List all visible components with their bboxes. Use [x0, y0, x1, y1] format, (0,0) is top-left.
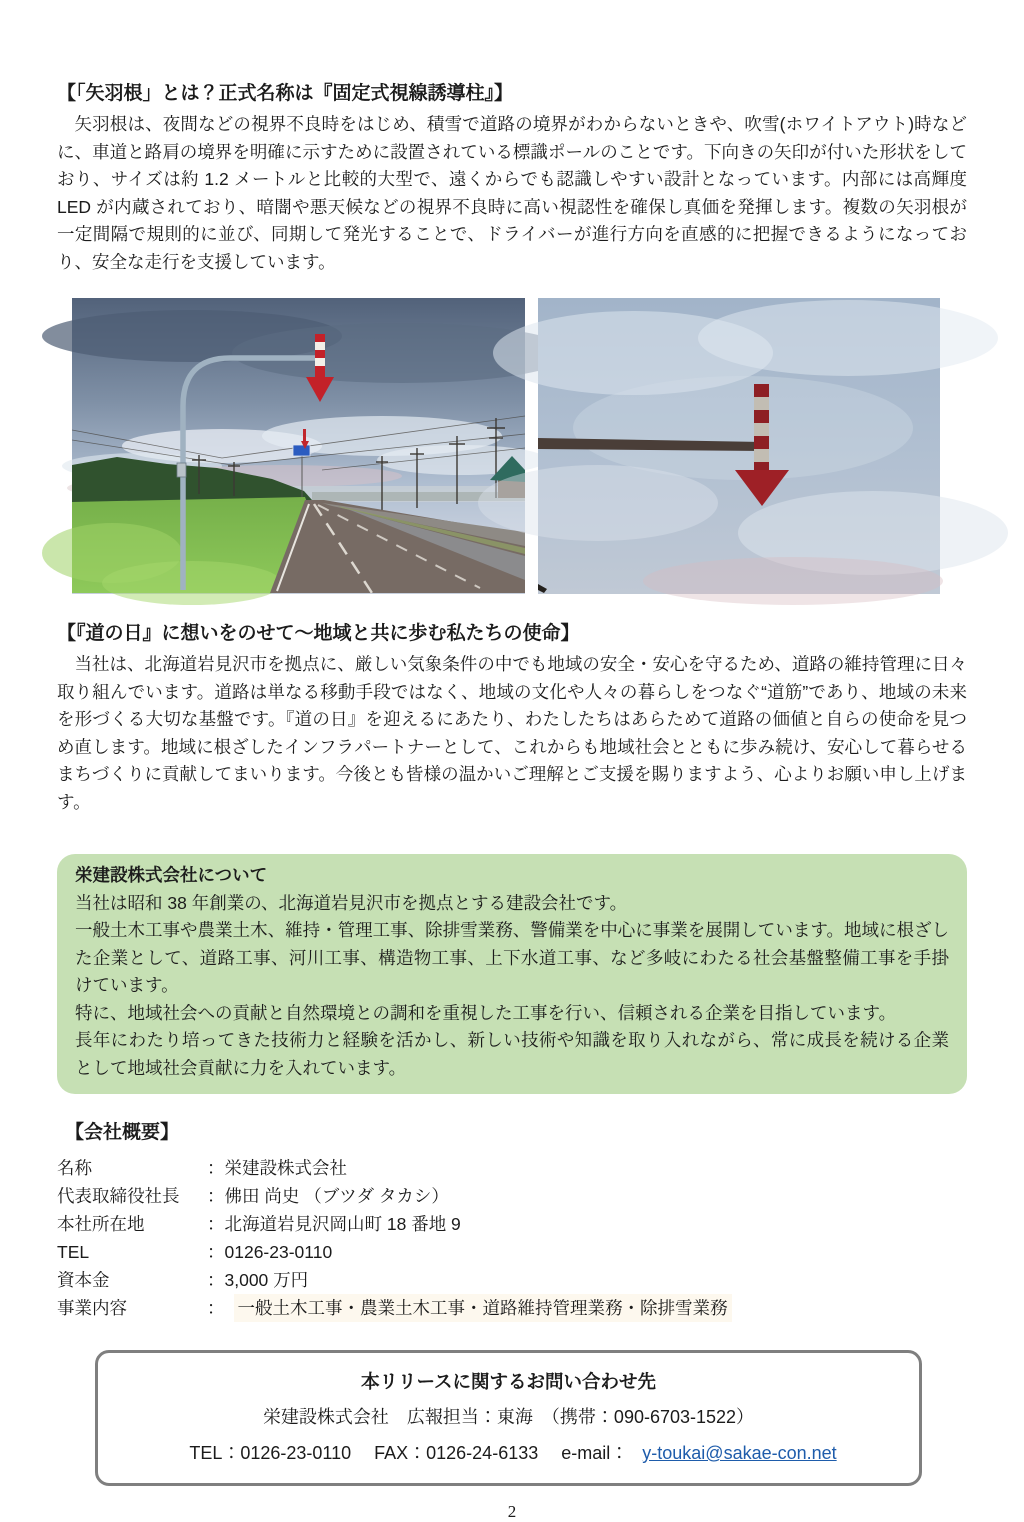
row-label: 本社所在地 — [57, 1214, 145, 1234]
row-value: 栄建設株式会社 — [224, 1158, 347, 1178]
row-value: 0126-23-0110 — [224, 1242, 333, 1262]
row-colon: ： — [207, 1214, 225, 1234]
about-line: 一般土木工事や農業土木、維持・管理工事、除排雪業務、警備業を中心に事業を展開しています。地域に根ざした企業として、道路工事、河川工事、構造物工事、上下水道工事、など多岐にわたる社会基盤整備工事を手掛けています。 — [75, 920, 949, 995]
about-company-heading: 栄建設株式会社について — [75, 865, 268, 885]
contact-person-line: 栄建設株式会社 広報担当：東海 （携帯：090-6703-1522） — [262, 1407, 755, 1427]
company-overview-heading: 【会社概要】 — [65, 1122, 180, 1143]
company-row-business — [57, 1294, 967, 1322]
contact-tel: TEL：0126-23-0110 — [189, 1443, 352, 1463]
row-label: 代表取締役社長 — [57, 1186, 180, 1206]
contact-box — [95, 1350, 922, 1486]
row-value: 3,000 万円 — [224, 1270, 309, 1290]
michinohi-section-body: 当社は、北海道岩見沢市を拠点に、厳しい気象条件の中でも地域の安全・安心を守るため、道路の維持管理に日々取り組んでいます。道路は単なる移動手段ではなく、地域の文化や人々の暮らしをつなぐ“道筋”であり、地域の未来を形づくる大切な基盤です。『道の日』を迎えるにあたり、わたしたちはあらためて道路の価値と自らの使命を見つめ直します。地域に根ざしたインフラパートナーとして、これからも地域社会とともに歩み続け、安心して暮らせるまちづくりに貢献してまいります。今後とも皆様の温かいご理解とご支援を賜りますよう、心よりお願い申し上げます。 — [57, 654, 967, 812]
row-colon: ： — [207, 1158, 225, 1178]
row-label: 事業内容 — [57, 1298, 127, 1318]
company-row-tel — [57, 1238, 967, 1266]
row-value-highlighted: 一般土木工事・農業土木工事・道路維持管理業務・除排雪業務 — [234, 1294, 732, 1322]
yabane-section-heading: 【「矢羽根」とは？正式名称は『固定式視線誘導柱』】 — [57, 83, 514, 104]
company-row-name — [57, 1154, 967, 1182]
road-with-yabane-photo — [72, 298, 525, 594]
yabane-closeup-photo — [538, 298, 940, 594]
company-overview-section — [57, 1120, 967, 1322]
michinohi-section-heading: 【『道の日』に想いをのせて～地域と共に歩む私たちの使命】 — [57, 623, 580, 644]
contact-email-link[interactable]: y-toukai@sakae-con.net — [642, 1443, 837, 1463]
about-line: 長年にわたり培ってきた技術力と経験を活かし、新しい技術や知識を取り入れながら、常に成長を続ける企業として地域社会貢献に力を入れています。 — [75, 1030, 949, 1078]
contact-fax: FAX：0126-24-6133 — [374, 1443, 539, 1463]
row-value: 佛田 尚史 （ブツダ タカシ） — [224, 1186, 449, 1206]
about-line: 特に、地域社会への貢献と自然環境との調和を重視した工事を行い、信頼される企業を目指しています。 — [75, 1002, 897, 1023]
company-row-capital — [57, 1266, 967, 1294]
michinohi-section — [57, 622, 967, 816]
about-line: 当社は昭和 38 年創業の、北海道岩見沢市を拠点とする建設会社です。 — [75, 892, 628, 913]
yabane-section-body: 矢羽根は、夜間などの視界不良時をはじめ、積雪で道路の境界がわからないときや、吹雪(ホワイトアウト)時などに、車道と路肩の境界を明確に示すために設置されている標識ポールのことです。下向きの矢印が付いた形状をしており、サイズは約 1.2 メートルと比較的大型で、遠くからでも認識しやすい設計となっています。内部には高輝度 LED が内蔵されており、暗闇や悪天候などの視界不良時に高い視認性を確保し真価を発揮します。複数の矢羽根が一定間隔で規則的に並び、同期して発光することで、ドライバーが進行方向を直感的に把握できるようになっており、安全な走行を支援しています。 — [57, 114, 967, 272]
row-label: 資本金 — [57, 1270, 110, 1290]
company-row-president — [57, 1182, 967, 1210]
row-label: 名称 — [57, 1158, 92, 1178]
row-colon: ： — [207, 1270, 225, 1290]
contact-email-label: e-mail： — [561, 1443, 629, 1463]
company-row-address — [57, 1210, 967, 1238]
page-number: 2 — [507, 1502, 517, 1521]
about-company-box — [57, 854, 967, 1094]
row-colon: ： — [207, 1242, 225, 1262]
contact-box-title: 本リリースに関するお問い合わせ先 — [360, 1371, 657, 1392]
photo-row — [72, 298, 967, 594]
row-colon: ： — [207, 1186, 225, 1206]
contact-tel-fax-email-line — [108, 1441, 909, 1465]
row-colon: ： — [207, 1298, 225, 1318]
row-label: TEL — [57, 1242, 90, 1262]
row-value: 北海道岩見沢岡山町 18 番地 9 — [224, 1214, 461, 1234]
